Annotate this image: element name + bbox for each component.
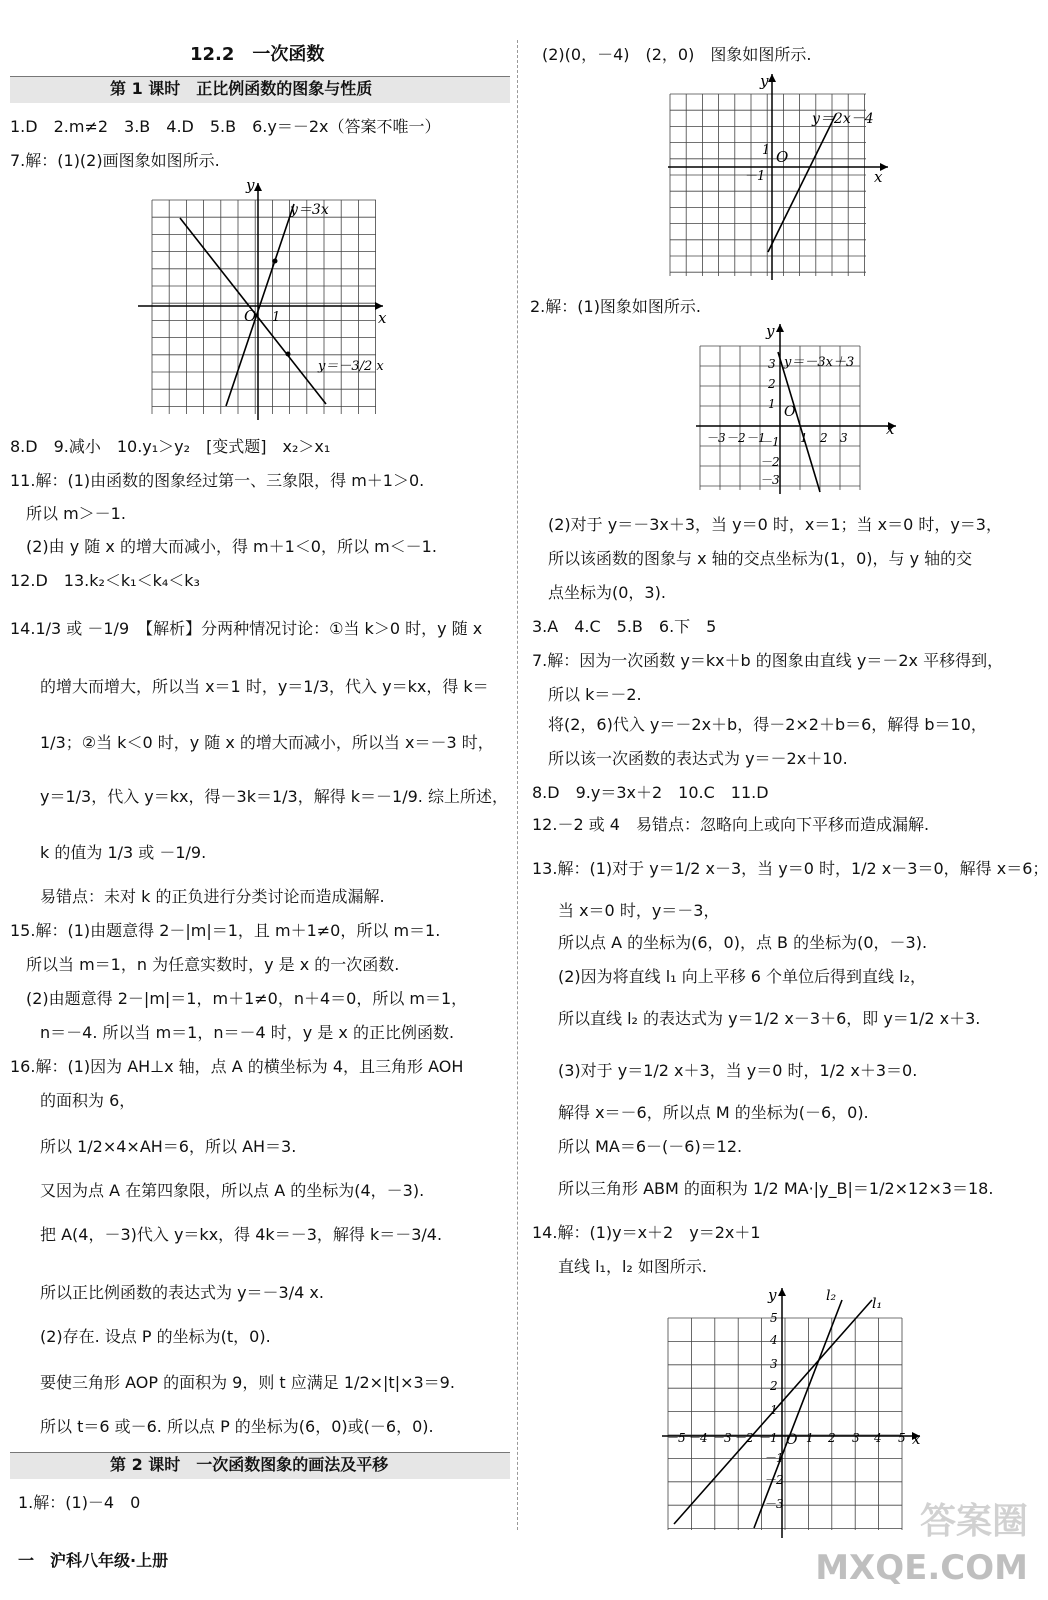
line-label: y＝－3x＋3 (784, 355, 855, 370)
graph-neg3x-plus-3 (696, 322, 906, 498)
line-label: y＝2x－4 (812, 111, 874, 127)
x-axis-label: x (886, 420, 895, 438)
answer-line: 点坐标为(0，3). (548, 583, 666, 602)
answer-line: n＝－4. 所以当 m＝1，n＝－4 时，y 是 x 的正比例函数. (40, 1023, 455, 1042)
answer-line: 7.解：因为一次函数 y＝kx＋b 的图象由直线 y＝－2x 平移得到， (532, 651, 1004, 670)
svg-text:1: 1 (768, 397, 776, 411)
answer-line: 所以 m＞－1. (10, 504, 126, 523)
l2-label: l₂ (826, 1288, 837, 1304)
line-label-3x: y＝3x (290, 202, 329, 218)
answer-line: (2)由题意得 2－|m|＝1，m＋1≠0，n＋4＝0，所以 m＝1， (10, 989, 468, 1008)
answer-line: 的增大而增大，所以当 x＝1 时，y＝1/3，代入 y＝kx，得 k＝ (40, 677, 489, 696)
x-axis-label: x (912, 1430, 921, 1448)
answer-line: k 的值为 1/3 或 －1/9. (40, 843, 207, 862)
svg-text:－2: －2 (764, 1473, 784, 1487)
svg-text:2: 2 (770, 1379, 778, 1393)
answer-line: 14.1/3 或 －1/9 【解析】分两种情况讨论：①当 k＞0 时，y 随 x (10, 619, 483, 638)
x-axis-label: x (874, 168, 883, 186)
svg-text:3: 3 (852, 1431, 860, 1445)
answer-line: 12.－2 或 4 易错点：忽略向上或向下平移而造成漏解. (532, 815, 930, 834)
answer-line: (2)因为将直线 l₁ 向上平移 6 个单位后得到直线 l₂， (558, 967, 926, 986)
answer-line: 15.解：(1)由题意得 2－|m|＝1，且 m＋1≠0，所以 m＝1. (10, 921, 441, 940)
answer-line: 2.解：(1)图象如图所示. (530, 297, 702, 316)
svg-text:－4: －4 (688, 1431, 708, 1445)
svg-text:－1: －1 (764, 1451, 784, 1465)
answer-line: 14.解：(1)y＝x＋2 y＝2x＋1 (532, 1223, 761, 1242)
answer-line: 所以 MA＝6－(－6)＝12. (558, 1137, 743, 1156)
svg-text:－1: －1 (758, 1431, 778, 1445)
svg-text:－2: －2 (726, 431, 746, 445)
svg-text:1: 1 (770, 1403, 778, 1417)
svg-text:－3: －3 (764, 1497, 784, 1511)
svg-text:－1: －1 (746, 431, 766, 445)
y-axis-label: y (766, 322, 775, 340)
svg-text:1: 1 (800, 431, 808, 445)
answer-line: (2)由 y 随 x 的增大而减小，得 m＋1＜0，所以 m＜－1. (10, 537, 437, 556)
svg-text:－3: －3 (760, 473, 780, 487)
watermark-logo: 答案圈 (919, 1501, 1028, 1542)
svg-text:1: 1 (806, 1431, 814, 1445)
watermark-url: MXQE.COM (815, 1548, 1028, 1588)
answer-line: 又因为点 A 在第四象限，所以点 A 的坐标为(4，－3). (40, 1181, 425, 1200)
answer-line: 所以当 m＝1，n 为任意实数时，y 是 x 的一次函数. (10, 955, 400, 974)
answer-line: 解得 x＝－6，所以点 M 的坐标为(－6，0). (558, 1103, 869, 1122)
answer-line: 13.解：(1)对于 y＝1/2 x－3，当 y＝0 时，1/2 x－3＝0，解得 x＝6； (532, 859, 1048, 878)
graph-l1-l2 (658, 1284, 928, 1540)
svg-text:2: 2 (820, 431, 828, 445)
svg-text:4: 4 (770, 1333, 778, 1347)
answer-line: 所以 1/2×4×AH＝6，所以 AH＝3. (40, 1137, 297, 1156)
answer-line: 的面积为 6， (40, 1091, 136, 1110)
origin-label: O (784, 404, 796, 420)
answer-line: 所以该一次函数的表达式为 y＝－2x＋10. (548, 749, 848, 768)
answer-line: (2)对于 y＝－3x＋3，当 y＝0 时，x＝1；当 x＝0 时，y＝3， (548, 515, 1002, 534)
answer-line: 8.D 9.减小 10.y₁＞y₂ [变式题] x₂＞x₁ (10, 437, 331, 456)
lesson1-title: 第 1 课时 正比例函数的图象与性质 (110, 79, 373, 98)
lesson2-title: 第 2 课时 一次函数图象的画法及平移 (110, 1455, 389, 1474)
answer-line: 所以该函数的图象与 x 轴的交点坐标为(1，0)，与 y 轴的交 (548, 549, 973, 568)
svg-text:－1: －1 (760, 435, 780, 449)
answer-line: 12.D 13.k₂＜k₁＜k₄＜k₃ (10, 571, 200, 590)
column-separator (517, 40, 518, 1530)
answer-line: 所以 t＝6 或－6. 所以点 P 的坐标为(6，0)或(－6，0). (40, 1417, 434, 1436)
tick-neg-one: －1 (744, 169, 766, 184)
answer-line: y＝1/3，代入 y＝kx，得－3k＝1/3，解得 k＝－1/9. 综上所述， (40, 787, 508, 806)
svg-text:3: 3 (768, 357, 776, 371)
svg-text:－5: －5 (666, 1431, 686, 1445)
y-axis-label: y (246, 178, 255, 194)
answer-line: 3.A 4.C 5.B 6.下 5 (532, 617, 717, 636)
svg-text:4: 4 (874, 1431, 882, 1445)
graph-proportional (138, 178, 388, 423)
answer-line: 1.D 2.m≠2 3.B 4.D 5.B 6.y＝－2x（答案不唯一） (10, 117, 441, 136)
answer-line: 所以正比例函数的表达式为 y＝－3/4 x. (40, 1283, 324, 1302)
tick-one: 1 (762, 143, 771, 158)
answer-line: 所以三角形 ABM 的面积为 1/2 MA·|y_B|＝1/2×12×3＝18. (558, 1179, 994, 1198)
answer-line: (2)(0，－4) (2，0) 图象如图所示. (542, 45, 812, 64)
answer-line: 将(2，6)代入 y＝－2x＋b，得－2×2＋b＝6，解得 b＝10， (548, 715, 987, 734)
answer-line: (3)对于 y＝1/2 x＋3，当 y＝0 时，1/2 x＋3＝0. (558, 1061, 918, 1080)
l1-label: l₁ (872, 1296, 883, 1312)
answer-line: 1/3；②当 k＜0 时，y 随 x 的增大而减小，所以当 x＝－3 时， (40, 733, 494, 752)
svg-text:3: 3 (770, 1357, 778, 1371)
section-title: 12.2 一次函数 (190, 44, 325, 65)
y-axis-label: y (760, 72, 769, 90)
answer-line: 所以 k＝－2. (548, 685, 642, 704)
svg-text:－2: －2 (734, 1431, 754, 1445)
svg-text:－2: －2 (760, 455, 780, 469)
origin-label: O (786, 1432, 798, 1448)
graph-2x-minus-4 (668, 72, 898, 282)
svg-text:－3: －3 (706, 431, 726, 445)
svg-text:2: 2 (768, 377, 776, 391)
tick-one: 1 (272, 310, 281, 325)
answer-line: 11.解：(1)由函数的图象经过第一、三象限，得 m＋1＞0. (10, 471, 425, 490)
answer-line: 直线 l₁，l₂ 如图所示. (558, 1257, 707, 1276)
answer-line: 所以点 A 的坐标为(6，0)，点 B 的坐标为(0，－3). (558, 933, 928, 952)
answer-line: 1.解：(1)－4 0 (18, 1493, 141, 1512)
error-note: 易错点：未对 k 的正负进行分类讨论而造成漏解. (40, 887, 385, 906)
answer-line: 所以直线 l₂ 的表达式为 y＝1/2 x－3＋6，即 y＝1/2 x＋3. (558, 1009, 981, 1028)
answer-line: 要使三角形 AOP 的面积为 9，则 t 应满足 1/2×|t|×3＝9. (40, 1373, 455, 1392)
x-axis-label: x (378, 309, 387, 327)
answer-line: 把 A(4，－3)代入 y＝kx，得 4k＝－3，解得 k＝－3/4. (40, 1225, 443, 1244)
svg-text:5: 5 (898, 1431, 906, 1445)
svg-text:3: 3 (840, 431, 848, 445)
answer-line: 16.解：(1)因为 AH⊥x 轴，点 A 的横坐标为 4，且三角形 AOH (10, 1057, 464, 1076)
page-footer: 一 沪科八年级·上册 (18, 1551, 169, 1570)
line-label-neg: y＝－3/2 x (318, 359, 384, 374)
svg-text:－3: －3 (712, 1431, 732, 1445)
answer-line: (2)存在. 设点 P 的坐标为(t，0). (40, 1327, 271, 1346)
answer-line: 当 x＝0 时，y＝－3， (558, 901, 720, 920)
origin-label: O (244, 307, 257, 325)
svg-text:5: 5 (770, 1311, 778, 1325)
y-axis-label: y (768, 1286, 777, 1304)
answer-line: 8.D 9.y＝3x＋2 10.C 11.D (532, 783, 769, 802)
answer-line: 7.解：(1)(2)画图象如图所示. (10, 151, 220, 170)
origin-label: O (776, 148, 789, 166)
svg-text:2: 2 (828, 1431, 836, 1445)
